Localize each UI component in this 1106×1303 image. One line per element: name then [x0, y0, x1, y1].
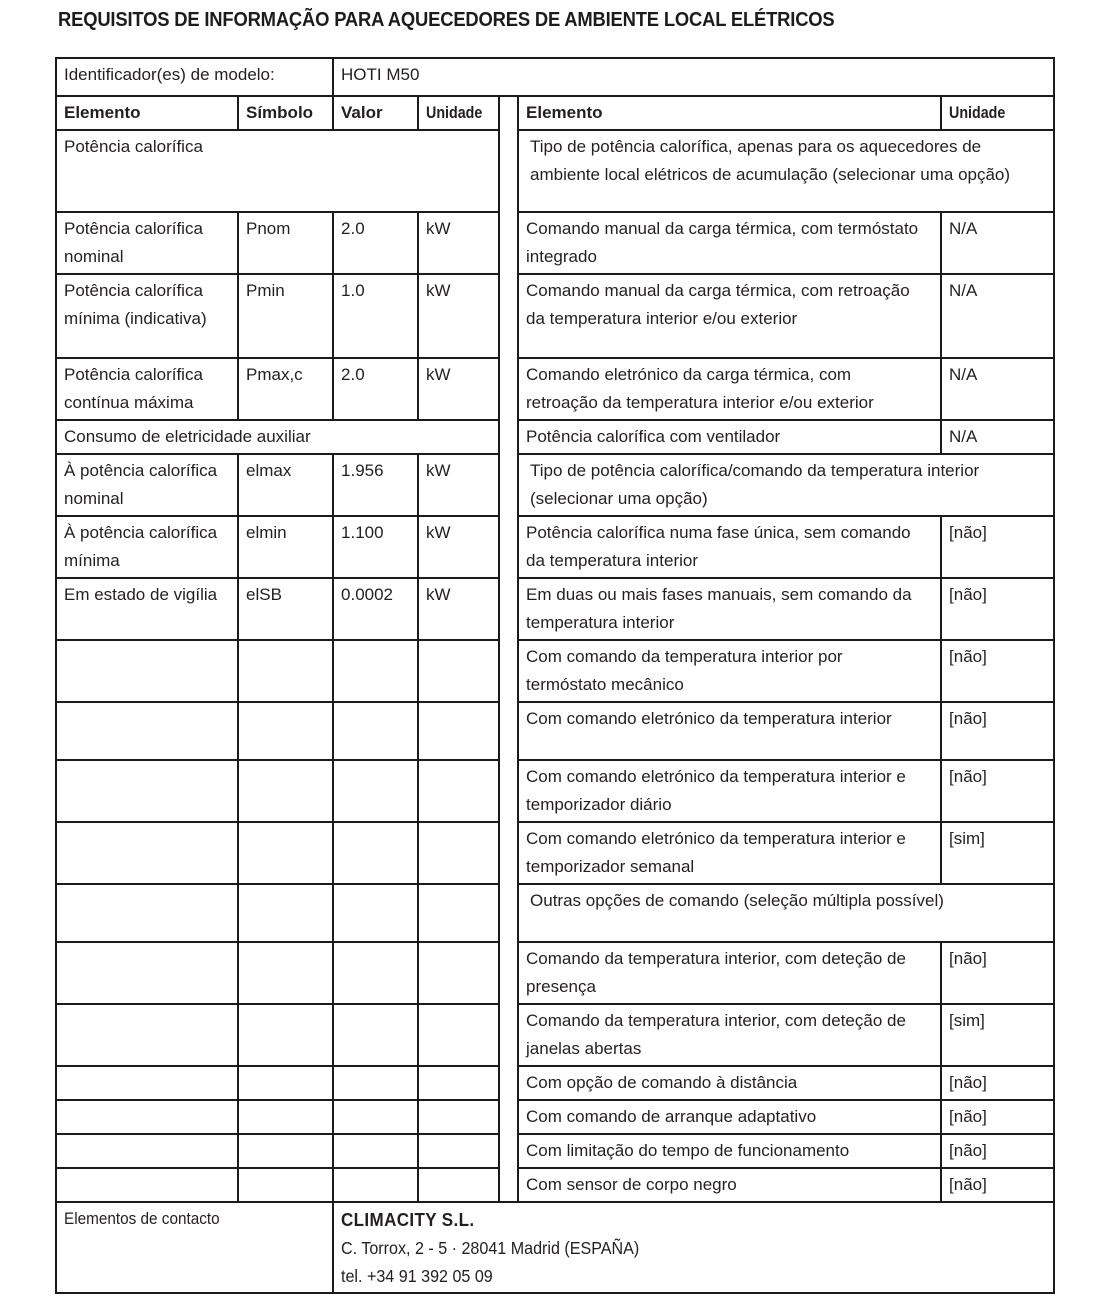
- row-label: Com comando eletrónico da temperatura interior e temporizador semanal: [518, 822, 941, 884]
- symbol-cell: Pmin: [238, 274, 333, 358]
- symbol-cell: Pnom: [238, 212, 333, 274]
- empty-cell: [56, 640, 238, 702]
- row-label: Potência calorífica contínua máxima: [56, 358, 238, 420]
- table-row: [56, 1134, 1054, 1168]
- row-label: Comando da temperatura interior, com deteção de presença: [518, 942, 941, 1004]
- empty-cell: [418, 760, 499, 822]
- empty-cell: [238, 884, 333, 942]
- unit-cell: N/A: [941, 274, 1054, 358]
- empty-cell: [333, 1134, 418, 1168]
- empty-cell: [56, 1004, 238, 1066]
- table-row: [56, 1066, 1054, 1100]
- company-address: C. Torrox, 2 - 5 · 28041 Madrid (ESPAÑA): [341, 1238, 640, 1258]
- empty-cell: [418, 822, 499, 884]
- unit-cell: [não]: [941, 1134, 1054, 1168]
- row-label: Com comando eletrónico da temperatura interior: [518, 702, 941, 760]
- symbol-cell: Pmax,c: [238, 358, 333, 420]
- unit-cell: [sim]: [941, 822, 1054, 884]
- column-header-unidade-right: Unidade: [941, 96, 1054, 130]
- table-row: [56, 942, 1054, 1004]
- company-name: CLIMACITY S.L.: [341, 1209, 475, 1230]
- column-header-elemento-left: Elemento: [56, 96, 238, 130]
- row-label: Com sensor de corpo negro: [518, 1168, 941, 1202]
- empty-cell: [56, 702, 238, 760]
- empty-cell: [56, 822, 238, 884]
- unit-cell: [não]: [941, 942, 1054, 1004]
- empty-cell: [418, 640, 499, 702]
- row-label: Com limitação do tempo de funcionamento: [518, 1134, 941, 1168]
- empty-cell: [418, 884, 499, 942]
- row-label: À potência calorífica mínima: [56, 516, 238, 578]
- empty-cell: [418, 1134, 499, 1168]
- table-row: [56, 1100, 1054, 1134]
- column-header-simbolo: Símbolo: [238, 96, 333, 130]
- value-cell: 2.0: [333, 212, 418, 274]
- table-row: [56, 420, 1054, 454]
- empty-cell: [238, 760, 333, 822]
- empty-cell: [418, 702, 499, 760]
- empty-cell: [238, 1100, 333, 1134]
- table-row: [56, 1004, 1054, 1066]
- empty-cell: [418, 1066, 499, 1100]
- unit-cell: [não]: [941, 1066, 1054, 1100]
- section-header-consumo-eletricidade: Consumo de eletricidade auxiliar: [56, 420, 499, 454]
- contact-label: Elementos de contacto: [56, 1202, 333, 1293]
- empty-cell: [56, 1100, 238, 1134]
- value-cell: 0.0002: [333, 578, 418, 640]
- value-cell: 1.956: [333, 454, 418, 516]
- table-row: [56, 640, 1054, 702]
- symbol-cell: elmin: [238, 516, 333, 578]
- row-label: Em estado de vigília: [56, 578, 238, 640]
- row-label: Com comando da temperatura interior por termóstato mecânico: [518, 640, 941, 702]
- empty-cell: [333, 640, 418, 702]
- section-header-tipo-comando-temperatura: Tipo de potência calorífica/comando da temperatura interior (selecionar uma opção): [518, 454, 1054, 516]
- empty-cell: [238, 822, 333, 884]
- row-label: Com comando de arranque adaptativo: [518, 1100, 941, 1134]
- table-row: [56, 578, 1054, 640]
- unit-cell: kW: [418, 212, 499, 274]
- empty-cell: [418, 1004, 499, 1066]
- row-label: Comando manual da carga térmica, com termóstato integrado: [518, 212, 941, 274]
- table-row: [56, 130, 1054, 212]
- model-id-label: Identificador(es) de modelo:: [56, 58, 333, 96]
- unit-cell: N/A: [941, 212, 1054, 274]
- info-table: [55, 57, 1055, 1294]
- table-row: [56, 212, 1054, 274]
- table-row: [56, 274, 1054, 358]
- empty-cell: [56, 760, 238, 822]
- row-label: À potência calorífica nominal: [56, 454, 238, 516]
- table-row: [56, 1168, 1054, 1202]
- unit-cell: kW: [418, 454, 499, 516]
- column-header-elemento-right: Elemento: [518, 96, 941, 130]
- empty-cell: [333, 702, 418, 760]
- unit-cell: kW: [418, 358, 499, 420]
- unit-cell: N/A: [941, 358, 1054, 420]
- row-label: Comando manual da carga térmica, com retroação da temperatura interior e/ou exterior: [518, 274, 941, 358]
- empty-cell: [418, 942, 499, 1004]
- empty-cell: [56, 1066, 238, 1100]
- empty-cell: [56, 942, 238, 1004]
- empty-cell: [333, 1004, 418, 1066]
- row-label: Potência calorífica nominal: [56, 212, 238, 274]
- model-id-value: HOTI M50: [333, 58, 1054, 96]
- empty-cell: [333, 1168, 418, 1202]
- row-label: Comando da temperatura interior, com deteção de janelas abertas: [518, 1004, 941, 1066]
- document-title: REQUISITOS DE INFORMAÇÃO PARA AQUECEDORES DE AMBIENTE LOCAL ELÉTRICOS: [58, 9, 835, 31]
- symbol-cell: elmax: [238, 454, 333, 516]
- row-label: Potência calorífica numa fase única, sem comando da temperatura interior: [518, 516, 941, 578]
- table-row: [56, 454, 1054, 516]
- empty-cell: [333, 822, 418, 884]
- row-label: Potência calorífica com ventilador: [518, 420, 941, 454]
- column-header-unidade-left: Unidade: [418, 96, 499, 130]
- unit-cell: [não]: [941, 1100, 1054, 1134]
- empty-cell: [56, 1134, 238, 1168]
- section-header-tipo-acumulacao: Tipo de potência calorífica, apenas para os aquecedores de ambiente local elétricos de acumulação (selecionar uma opção): [518, 130, 1054, 212]
- column-header-valor: Valor: [333, 96, 418, 130]
- unit-cell: [não]: [941, 1168, 1054, 1202]
- empty-cell: [238, 1168, 333, 1202]
- value-cell: 1.0: [333, 274, 418, 358]
- symbol-cell: elSB: [238, 578, 333, 640]
- unit-cell: [não]: [941, 702, 1054, 760]
- table-row: [56, 358, 1054, 420]
- row-label: Em duas ou mais fases manuais, sem comando da temperatura interior: [518, 578, 941, 640]
- unit-cell: kW: [418, 578, 499, 640]
- column-header-row: [56, 96, 1054, 130]
- empty-cell: [333, 760, 418, 822]
- empty-cell: [238, 942, 333, 1004]
- table-row: [56, 884, 1054, 942]
- empty-cell: [238, 702, 333, 760]
- row-label: Com opção de comando à distância: [518, 1066, 941, 1100]
- contact-row: [56, 1202, 1054, 1293]
- empty-cell: [238, 1066, 333, 1100]
- empty-cell: [238, 1134, 333, 1168]
- section-header-outras-opcoes: Outras opções de comando (seleção múltipla possível): [518, 884, 1054, 942]
- table-row: [56, 760, 1054, 822]
- empty-cell: [56, 884, 238, 942]
- spacer-column: [499, 96, 518, 1202]
- row-label: Comando eletrónico da carga térmica, com retroação da temperatura interior e/ou exterior: [518, 358, 941, 420]
- unit-cell: [não]: [941, 640, 1054, 702]
- row-label: Potência calorífica mínima (indicativa): [56, 274, 238, 358]
- empty-cell: [418, 1100, 499, 1134]
- value-cell: 2.0: [333, 358, 418, 420]
- table-row: [56, 822, 1054, 884]
- table-row: [56, 702, 1054, 760]
- empty-cell: [238, 1004, 333, 1066]
- empty-cell: [56, 1168, 238, 1202]
- unit-cell: [não]: [941, 516, 1054, 578]
- unit-cell: [não]: [941, 578, 1054, 640]
- unit-cell: kW: [418, 516, 499, 578]
- company-phone: tel. +34 91 392 05 09: [341, 1266, 493, 1286]
- unit-cell: kW: [418, 274, 499, 358]
- model-row: [56, 58, 1054, 96]
- unit-cell: N/A: [941, 420, 1054, 454]
- empty-cell: [333, 1100, 418, 1134]
- section-header-potencia-calorifica: Potência calorífica: [56, 130, 499, 212]
- empty-cell: [333, 942, 418, 1004]
- empty-cell: [333, 1066, 418, 1100]
- row-label: Com comando eletrónico da temperatura interior e temporizador diário: [518, 760, 941, 822]
- empty-cell: [238, 640, 333, 702]
- empty-cell: [333, 884, 418, 942]
- unit-cell: [não]: [941, 760, 1054, 822]
- unit-cell: [sim]: [941, 1004, 1054, 1066]
- table-row: [56, 516, 1054, 578]
- empty-cell: [418, 1168, 499, 1202]
- contact-details: [333, 1202, 1054, 1293]
- value-cell: 1.100: [333, 516, 418, 578]
